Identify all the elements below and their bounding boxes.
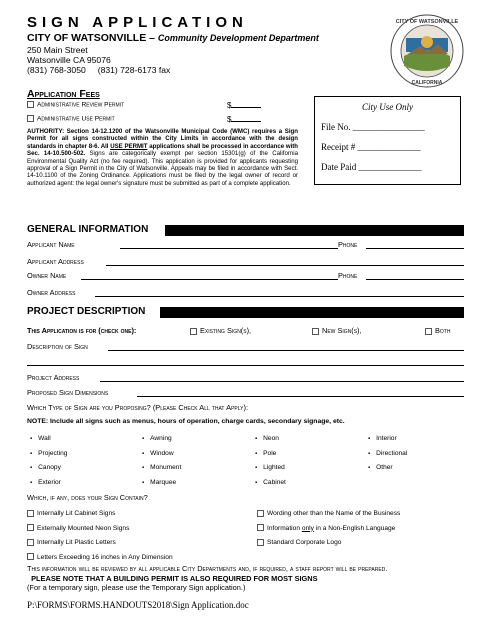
authority-lead2: applications shall be processed in accordance with Sec. 14-10.500-502. (27, 142, 299, 158)
sign-type-other[interactable]: ▪ Other (368, 461, 407, 476)
other-wording-label: Wording other than the Name of the Business (267, 510, 401, 517)
contain-right-list (257, 507, 400, 551)
applicant-name-label: Applicant Name (27, 240, 75, 249)
seal-text-top: CITY OF WATSONVILLE (395, 19, 459, 25)
city-name: CITY OF WATSONVILLE (27, 32, 147, 44)
review-permit-checkbox[interactable] (27, 101, 34, 108)
project-heading-bar (160, 307, 464, 318)
large-letters-checkbox[interactable] (27, 553, 34, 560)
sign-type-column-4 (368, 432, 407, 476)
owner-name-label: Owner Name (27, 271, 67, 280)
new-sign-checkbox[interactable] (312, 328, 319, 335)
sign-dimensions-input[interactable] (137, 396, 464, 397)
city-use-only-box (314, 96, 461, 185)
seal-text-bottom: CALIFORNIA (411, 80, 443, 86)
phone-numbers: (831) 768-3050 (831) 728-6173 fax (27, 65, 171, 75)
both-label: Both (435, 326, 451, 335)
review-fee-amount[interactable] (227, 101, 261, 110)
sign-type-pole[interactable]: ▪ Pole (255, 447, 286, 462)
contain-corporate-logo[interactable] (257, 536, 400, 551)
sign-note: NOTE: Include all signs such as menus, hours of operation, charge cards, secondary signage, etc. (27, 418, 345, 425)
use-fee-dollar: $ (227, 115, 232, 124)
non-english-label-only: only (301, 524, 314, 532)
contain-lit-cabinet[interactable] (27, 507, 173, 522)
street-address: 250 Main Street (27, 45, 88, 55)
file-number-field[interactable]: File No. ________________ (321, 122, 425, 132)
owner-phone-input[interactable] (366, 279, 464, 280)
existing-sign-label: Existing Sign(s), (200, 326, 252, 335)
corporate-logo-checkbox[interactable] (257, 539, 264, 546)
owner-address-label: Owner Address (27, 288, 76, 297)
contain-mounted-neon[interactable] (27, 522, 173, 537)
corporate-logo-label: Standard Corporate Logo (267, 539, 342, 546)
mounted-neon-label: Externally Mounted Neon Signs (37, 524, 130, 532)
project-address-input[interactable] (100, 381, 464, 382)
contain-other-wording[interactable] (257, 507, 400, 522)
applicant-address-input[interactable] (106, 265, 464, 266)
authority-lead: AUTHORITY: Section 14-12.1200 of the Watsonville Municipal Code (WMC) requires a Sign Permit for all signs constructed within the City Limits in accordance with the design standards in chapter 8-6. All (27, 128, 298, 150)
date-paid-field[interactable]: Date Paid ______________ (321, 162, 422, 172)
mounted-neon-checkbox[interactable] (27, 524, 34, 531)
other-wording-checkbox[interactable] (257, 510, 264, 517)
general-info-heading: GENERAL INFORMATION (27, 224, 149, 235)
department-name: Community Development Department (157, 33, 319, 43)
review-fee-dollar: $ (227, 101, 232, 110)
contain-non-english[interactable] (257, 522, 400, 537)
form-title: SIGN APPLICATION (27, 14, 248, 31)
city-state-zip: Watsonville CA 95076 (27, 55, 111, 65)
owner-phone-label: Phone (338, 271, 358, 280)
use-permit-label: Administrative Use Permit (37, 115, 115, 123)
owner-name-input[interactable] (81, 279, 338, 280)
sign-type-projecting[interactable]: ▪ Projecting (30, 447, 67, 462)
lit-cabinet-label: Internally Lit Cabinet Signs (37, 510, 116, 517)
fee-review-permit[interactable] (27, 101, 124, 108)
sign-type-awning[interactable]: ▪ Awning (142, 432, 181, 447)
both-checkbox[interactable] (425, 328, 432, 335)
new-sign-label: New Sign(s), (322, 326, 362, 335)
city-department (27, 32, 319, 44)
city-seal-logo (390, 14, 464, 88)
project-address-label: Project Address (27, 373, 80, 382)
file-path: P:\FORMS\FORMS.HANDOUTS2018\Sign Application.doc (27, 600, 249, 610)
city-dash: – (146, 32, 158, 44)
applicant-phone-label: Phone (338, 240, 358, 249)
review-text: This information will be reviewed by all applicable City Departments and, if required, a staff report will be prepared. (27, 564, 388, 573)
sign-type-column-3 (255, 432, 286, 490)
sign-type-exterior[interactable]: ▪ Exterior (30, 476, 67, 491)
description-input-2[interactable] (27, 365, 464, 366)
description-label: Description of Sign (27, 342, 88, 351)
contain-plastic-letters[interactable] (27, 536, 173, 551)
owner-address-input[interactable] (95, 296, 464, 297)
contain-large-letters[interactable] (27, 551, 173, 566)
use-permit-checkbox[interactable] (27, 115, 34, 122)
non-english-label-a: Information (267, 524, 302, 532)
sign-type-window[interactable]: ▪ Window (142, 447, 181, 462)
description-input-1[interactable] (108, 350, 464, 351)
applicant-phone-input[interactable] (366, 248, 464, 249)
temporary-sign-note: (For a temporary sign, please use the Temporary Sign application.) (27, 583, 246, 592)
existing-sign-option[interactable] (190, 326, 251, 335)
plastic-letters-label: Internally Lit Plastic Letters (37, 539, 116, 546)
sign-type-wall[interactable]: ▪ Wall (30, 432, 67, 447)
use-fee-amount[interactable] (227, 115, 261, 124)
sign-type-question: Which Type of Sign are you Proposing? (Please Check All that Apply): (27, 403, 248, 412)
building-permit-note: PLEASE NOTE THAT A BUILDING PERMIT IS ALSO REQUIRED FOR MOST SIGNS (27, 573, 318, 583)
sign-type-marquee[interactable]: ▪ Marquee (142, 476, 181, 491)
applicant-address-label: Applicant Address (27, 257, 84, 266)
non-english-label-c: in a Non-English Language (313, 524, 396, 532)
both-option[interactable] (425, 326, 450, 335)
sign-type-cabinet[interactable]: ▪ Cabinet (255, 476, 286, 491)
general-info-bar (165, 225, 464, 236)
non-english-checkbox[interactable] (257, 524, 264, 531)
existing-sign-checkbox[interactable] (190, 328, 197, 335)
large-letters-label: Letters Exceeding 16 inches in Any Dimension (37, 553, 173, 561)
lit-cabinet-checkbox[interactable] (27, 510, 34, 517)
sign-type-monument[interactable]: ▪ Monument (142, 461, 181, 476)
contain-left-list (27, 507, 173, 565)
fees-heading: Application Fees (27, 88, 100, 100)
sign-type-canopy[interactable]: ▪ Canopy (30, 461, 67, 476)
receipt-field[interactable]: Receipt # ______________ (321, 142, 421, 152)
application-for-label: This Application is for (check one): (27, 326, 137, 335)
review-notice (27, 564, 467, 593)
authority-rest: Signs are categorically exempt per section 15301(g) of the California Environmental Quality Act (no fee required). This application is provided for applicants requesting approval of a Sign Permit in the City of Watsonville. Appeals may be filed in accordance with Sect. 14-10.1100 of the Zoning Ordinance. Applications must be filed by the legal owner of record or authorized agent: the legal owner's signature must be submitted as part of a complete application. (27, 150, 298, 187)
sign-type-lighted[interactable]: ▪ Lighted (255, 461, 286, 476)
sign-type-neon[interactable]: ▪ Neon (255, 432, 286, 447)
applicant-name-input[interactable] (120, 248, 338, 249)
review-permit-label: Administrative Review Permit (37, 101, 125, 109)
authority-use-permit: USE PERMIT (110, 142, 148, 150)
plastic-letters-checkbox[interactable] (27, 539, 34, 546)
sign-type-column-1 (30, 432, 67, 490)
fee-use-permit[interactable] (27, 115, 115, 122)
contain-question: Which, if any, does your Sign Contain? (27, 493, 148, 502)
city-use-heading: City Use Only (362, 102, 413, 112)
new-sign-option[interactable] (312, 326, 362, 335)
authority-paragraph (27, 128, 298, 187)
sign-type-interior[interactable]: ▪ Interior (368, 432, 407, 447)
sign-type-column-2 (142, 432, 181, 490)
sign-dimensions-label: Proposed Sign Dimensions (27, 388, 109, 397)
sign-type-directional[interactable]: ▪ Directional (368, 447, 407, 462)
project-heading: PROJECT DESCRIPTION (27, 306, 146, 317)
